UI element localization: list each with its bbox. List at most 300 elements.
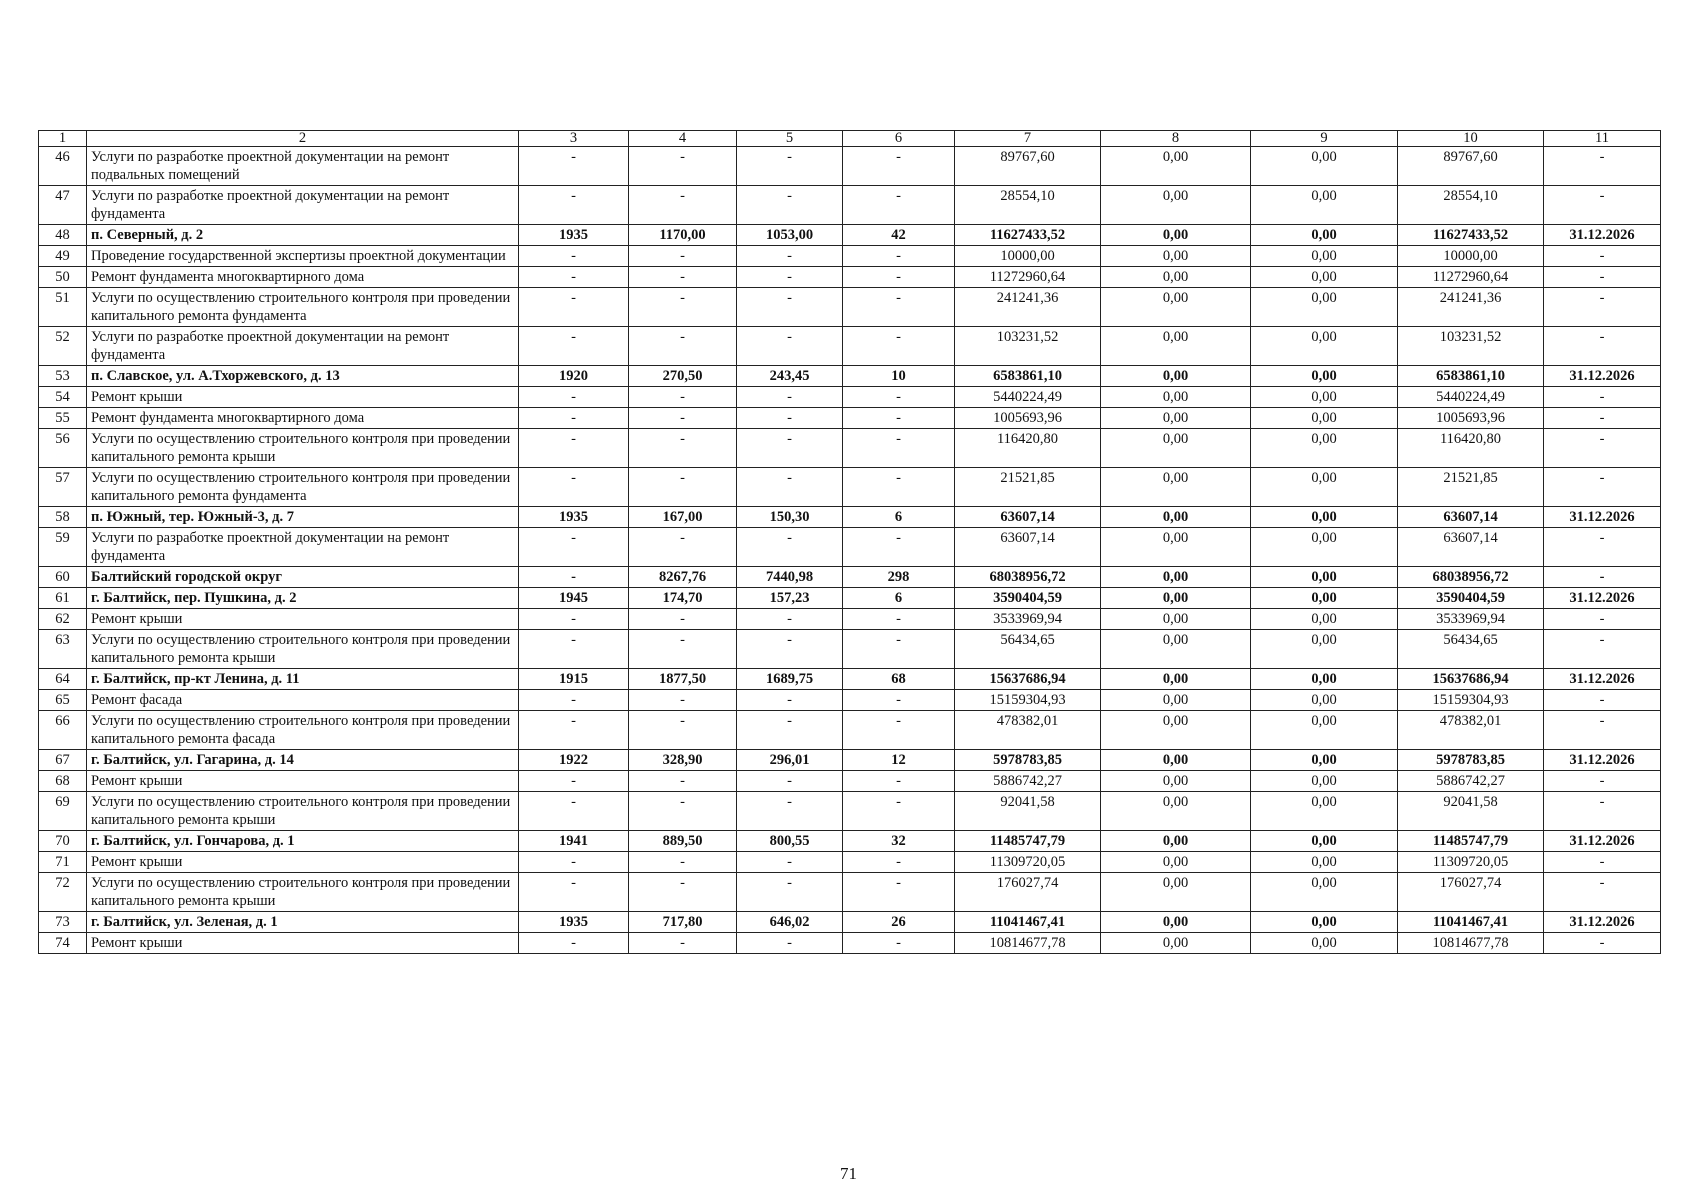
row-number: 60: [39, 567, 87, 588]
cell-c10: 11272960,64: [1398, 267, 1544, 288]
cell-c4: -: [629, 933, 737, 954]
row-number: 48: [39, 225, 87, 246]
cell-c5: -: [737, 711, 843, 750]
cell-c5: -: [737, 528, 843, 567]
cell-c4: 1877,50: [629, 669, 737, 690]
cell-c6: -: [843, 528, 955, 567]
table-row: [39, 288, 1661, 327]
cell-c5: -: [737, 246, 843, 267]
row-number: 72: [39, 873, 87, 912]
cell-c6: -: [843, 690, 955, 711]
cell-c8: 0,00: [1101, 912, 1251, 933]
cell-c4: -: [629, 771, 737, 792]
cell-c10: 21521,85: [1398, 468, 1544, 507]
cell-c8: 0,00: [1101, 507, 1251, 528]
cell-c4: -: [629, 468, 737, 507]
cell-c9: 0,00: [1251, 327, 1398, 366]
cell-c10: 5440224,49: [1398, 387, 1544, 408]
cell-c6: -: [843, 852, 955, 873]
table-row-object: [39, 567, 1661, 588]
cell-c9: 0,00: [1251, 429, 1398, 468]
cell-c11: 31.12.2026: [1544, 366, 1661, 387]
row-name: Услуги по разработке проектной документации на ремонт фундамента: [87, 186, 519, 225]
table-row-object: [39, 588, 1661, 609]
row-name: Услуги по разработке проектной документации на ремонт фундамента: [87, 528, 519, 567]
row-name: Ремонт фасада: [87, 690, 519, 711]
cell-c11: 31.12.2026: [1544, 507, 1661, 528]
row-number: 56: [39, 429, 87, 468]
cell-c8: 0,00: [1101, 933, 1251, 954]
cell-c4: -: [629, 711, 737, 750]
cell-c8: 0,00: [1101, 852, 1251, 873]
cell-c11: -: [1544, 387, 1661, 408]
row-number: 55: [39, 408, 87, 429]
cell-c3: -: [519, 429, 629, 468]
table-row: [39, 771, 1661, 792]
table-row: [39, 246, 1661, 267]
cell-c11: -: [1544, 186, 1661, 225]
cell-c5: -: [737, 933, 843, 954]
cell-c5: 150,30: [737, 507, 843, 528]
cell-c8: 0,00: [1101, 246, 1251, 267]
cell-c7: 15159304,93: [955, 690, 1101, 711]
cell-c7: 21521,85: [955, 468, 1101, 507]
cell-c11: -: [1544, 147, 1661, 186]
cell-c5: 800,55: [737, 831, 843, 852]
cell-c10: 176027,74: [1398, 873, 1544, 912]
cell-c10: 11627433,52: [1398, 225, 1544, 246]
cell-c6: -: [843, 246, 955, 267]
cell-c8: 0,00: [1101, 408, 1251, 429]
cell-c10: 5978783,85: [1398, 750, 1544, 771]
cell-c7: 5886742,27: [955, 771, 1101, 792]
cell-c3: -: [519, 630, 629, 669]
cell-c9: 0,00: [1251, 792, 1398, 831]
cell-c3: -: [519, 792, 629, 831]
row-number: 58: [39, 507, 87, 528]
cell-c11: -: [1544, 288, 1661, 327]
cell-c11: -: [1544, 468, 1661, 507]
row-name: Услуги по осуществлению строительного контроля при проведении капитального ремонта фундамента: [87, 468, 519, 507]
cell-c8: 0,00: [1101, 429, 1251, 468]
cell-c10: 92041,58: [1398, 792, 1544, 831]
cell-c11: -: [1544, 711, 1661, 750]
row-number: 47: [39, 186, 87, 225]
cell-c4: 1170,00: [629, 225, 737, 246]
table-row: [39, 609, 1661, 630]
row-number: 74: [39, 933, 87, 954]
cell-c9: 0,00: [1251, 246, 1398, 267]
cell-c10: 103231,52: [1398, 327, 1544, 366]
cell-c5: -: [737, 267, 843, 288]
cell-c10: 11309720,05: [1398, 852, 1544, 873]
cell-c5: 7440,98: [737, 567, 843, 588]
cell-c9: 0,00: [1251, 771, 1398, 792]
row-name: Услуги по разработке проектной документации на ремонт фундамента: [87, 327, 519, 366]
cell-c9: 0,00: [1251, 690, 1398, 711]
cell-c3: 1915: [519, 669, 629, 690]
cell-c6: -: [843, 933, 955, 954]
cell-c7: 3590404,59: [955, 588, 1101, 609]
cell-c10: 28554,10: [1398, 186, 1544, 225]
cell-c8: 0,00: [1101, 225, 1251, 246]
header-row: [39, 131, 1661, 147]
cell-c8: 0,00: [1101, 669, 1251, 690]
cell-c5: 296,01: [737, 750, 843, 771]
cell-c8: 0,00: [1101, 186, 1251, 225]
cell-c6: -: [843, 792, 955, 831]
cell-c7: 89767,60: [955, 147, 1101, 186]
cell-c4: -: [629, 288, 737, 327]
cell-c5: -: [737, 630, 843, 669]
cell-c6: -: [843, 468, 955, 507]
table-row: [39, 147, 1661, 186]
row-number: 63: [39, 630, 87, 669]
row-number: 67: [39, 750, 87, 771]
cell-c3: -: [519, 690, 629, 711]
cell-c5: -: [737, 873, 843, 912]
cell-c7: 6583861,10: [955, 366, 1101, 387]
row-name: Ремонт фундамента многоквартирного дома: [87, 267, 519, 288]
cell-c5: -: [737, 186, 843, 225]
cell-c4: 167,00: [629, 507, 737, 528]
cell-c6: -: [843, 387, 955, 408]
cell-c4: 717,80: [629, 912, 737, 933]
cell-c8: 0,00: [1101, 567, 1251, 588]
cell-c7: 11627433,52: [955, 225, 1101, 246]
table-row: [39, 711, 1661, 750]
table-row: [39, 933, 1661, 954]
cell-c11: 31.12.2026: [1544, 588, 1661, 609]
cell-c9: 0,00: [1251, 468, 1398, 507]
cell-c10: 56434,65: [1398, 630, 1544, 669]
cell-c11: -: [1544, 609, 1661, 630]
cell-c11: 31.12.2026: [1544, 669, 1661, 690]
cell-c7: 56434,65: [955, 630, 1101, 669]
cell-c10: 10814677,78: [1398, 933, 1544, 954]
cell-c11: -: [1544, 246, 1661, 267]
header-cell: 3: [519, 131, 629, 147]
cell-c6: -: [843, 771, 955, 792]
cell-c10: 116420,80: [1398, 429, 1544, 468]
cell-c9: 0,00: [1251, 609, 1398, 630]
cell-c4: 328,90: [629, 750, 737, 771]
row-number: 64: [39, 669, 87, 690]
cell-c5: -: [737, 429, 843, 468]
row-name: Услуги по осуществлению строительного контроля при проведении капитального ремонта фасада: [87, 711, 519, 750]
cell-c4: -: [629, 630, 737, 669]
row-number: 46: [39, 147, 87, 186]
table-row-object: [39, 750, 1661, 771]
cell-c7: 92041,58: [955, 792, 1101, 831]
cell-c11: -: [1544, 267, 1661, 288]
row-number: 54: [39, 387, 87, 408]
cell-c5: -: [737, 288, 843, 327]
cell-c11: 31.12.2026: [1544, 750, 1661, 771]
cell-c9: 0,00: [1251, 630, 1398, 669]
cell-c9: 0,00: [1251, 711, 1398, 750]
cell-c11: -: [1544, 933, 1661, 954]
cell-c8: 0,00: [1101, 387, 1251, 408]
cell-c9: 0,00: [1251, 267, 1398, 288]
row-number: 68: [39, 771, 87, 792]
row-name: Ремонт крыши: [87, 771, 519, 792]
row-number: 62: [39, 609, 87, 630]
table-row-object: [39, 669, 1661, 690]
cell-c6: 298: [843, 567, 955, 588]
table-row: [39, 186, 1661, 225]
cell-c9: 0,00: [1251, 873, 1398, 912]
cell-c9: 0,00: [1251, 912, 1398, 933]
cell-c3: -: [519, 147, 629, 186]
cell-c4: 174,70: [629, 588, 737, 609]
cell-c5: -: [737, 792, 843, 831]
cell-c10: 3590404,59: [1398, 588, 1544, 609]
capital-repair-table: [38, 130, 1661, 954]
cell-c3: -: [519, 327, 629, 366]
cell-c4: -: [629, 792, 737, 831]
table-row: [39, 873, 1661, 912]
cell-c11: -: [1544, 852, 1661, 873]
cell-c10: 63607,14: [1398, 528, 1544, 567]
cell-c11: -: [1544, 771, 1661, 792]
cell-c7: 11041467,41: [955, 912, 1101, 933]
cell-c3: -: [519, 468, 629, 507]
cell-c6: -: [843, 186, 955, 225]
cell-c9: 0,00: [1251, 831, 1398, 852]
cell-c3: -: [519, 408, 629, 429]
cell-c11: -: [1544, 873, 1661, 912]
cell-c11: 31.12.2026: [1544, 831, 1661, 852]
table-row: [39, 792, 1661, 831]
cell-c5: -: [737, 327, 843, 366]
cell-c10: 15159304,93: [1398, 690, 1544, 711]
cell-c10: 11041467,41: [1398, 912, 1544, 933]
row-name: Ремонт крыши: [87, 387, 519, 408]
row-name: Ремонт крыши: [87, 933, 519, 954]
cell-c5: -: [737, 147, 843, 186]
table-row: [39, 852, 1661, 873]
table-row: [39, 327, 1661, 366]
cell-c7: 63607,14: [955, 528, 1101, 567]
cell-c3: 1922: [519, 750, 629, 771]
table-row: [39, 387, 1661, 408]
row-name: г. Балтийск, пер. Пушкина, д. 2: [87, 588, 519, 609]
header-cell: 1: [39, 131, 87, 147]
cell-c4: -: [629, 408, 737, 429]
cell-c7: 1005693,96: [955, 408, 1101, 429]
cell-c4: 8267,76: [629, 567, 737, 588]
row-name: Услуги по осуществлению строительного контроля при проведении капитального ремонта фундамента: [87, 288, 519, 327]
table-row: [39, 267, 1661, 288]
cell-c3: -: [519, 186, 629, 225]
cell-c4: -: [629, 852, 737, 873]
cell-c4: -: [629, 387, 737, 408]
cell-c3: -: [519, 771, 629, 792]
cell-c4: -: [629, 429, 737, 468]
cell-c9: 0,00: [1251, 507, 1398, 528]
cell-c5: 157,23: [737, 588, 843, 609]
row-number: 49: [39, 246, 87, 267]
cell-c10: 6583861,10: [1398, 366, 1544, 387]
cell-c10: 89767,60: [1398, 147, 1544, 186]
cell-c5: -: [737, 852, 843, 873]
cell-c8: 0,00: [1101, 792, 1251, 831]
row-number: 66: [39, 711, 87, 750]
table-row-object: [39, 225, 1661, 246]
cell-c4: -: [629, 147, 737, 186]
row-number: 51: [39, 288, 87, 327]
cell-c3: -: [519, 873, 629, 912]
cell-c8: 0,00: [1101, 630, 1251, 669]
row-name: г. Балтийск, ул. Гагарина, д. 14: [87, 750, 519, 771]
cell-c4: -: [629, 528, 737, 567]
cell-c3: -: [519, 267, 629, 288]
cell-c7: 28554,10: [955, 186, 1101, 225]
cell-c6: -: [843, 408, 955, 429]
cell-c7: 10000,00: [955, 246, 1101, 267]
cell-c5: -: [737, 690, 843, 711]
cell-c8: 0,00: [1101, 267, 1251, 288]
row-name: Проведение государственной экспертизы проектной документации: [87, 246, 519, 267]
cell-c11: -: [1544, 792, 1661, 831]
cell-c7: 103231,52: [955, 327, 1101, 366]
cell-c11: -: [1544, 630, 1661, 669]
cell-c9: 0,00: [1251, 186, 1398, 225]
table-row: [39, 630, 1661, 669]
cell-c8: 0,00: [1101, 366, 1251, 387]
cell-c8: 0,00: [1101, 468, 1251, 507]
cell-c6: 32: [843, 831, 955, 852]
cell-c3: -: [519, 609, 629, 630]
header-cell: 8: [1101, 131, 1251, 147]
cell-c3: 1935: [519, 507, 629, 528]
row-name: п. Славское, ул. А.Тхоржевского, д. 13: [87, 366, 519, 387]
row-name: г. Балтийск, ул. Гончарова, д. 1: [87, 831, 519, 852]
cell-c7: 3533969,94: [955, 609, 1101, 630]
cell-c4: -: [629, 246, 737, 267]
cell-c3: -: [519, 852, 629, 873]
cell-c7: 116420,80: [955, 429, 1101, 468]
cell-c8: 0,00: [1101, 750, 1251, 771]
cell-c11: -: [1544, 567, 1661, 588]
cell-c5: -: [737, 609, 843, 630]
cell-c4: -: [629, 186, 737, 225]
cell-c5: -: [737, 468, 843, 507]
cell-c9: 0,00: [1251, 147, 1398, 186]
table-row: [39, 690, 1661, 711]
row-name: п. Северный, д. 2: [87, 225, 519, 246]
cell-c5: 243,45: [737, 366, 843, 387]
cell-c3: 1920: [519, 366, 629, 387]
cell-c11: -: [1544, 528, 1661, 567]
row-name: Ремонт крыши: [87, 852, 519, 873]
cell-c11: -: [1544, 327, 1661, 366]
row-name: г. Балтийск, ул. Зеленая, д. 1: [87, 912, 519, 933]
header-cell: 4: [629, 131, 737, 147]
cell-c9: 0,00: [1251, 528, 1398, 567]
cell-c9: 0,00: [1251, 567, 1398, 588]
row-name: г. Балтийск, пр-кт Ленина, д. 11: [87, 669, 519, 690]
cell-c5: -: [737, 771, 843, 792]
cell-c6: -: [843, 630, 955, 669]
cell-c7: 11309720,05: [955, 852, 1101, 873]
cell-c10: 11485747,79: [1398, 831, 1544, 852]
row-number: 53: [39, 366, 87, 387]
cell-c10: 10000,00: [1398, 246, 1544, 267]
cell-c10: 5886742,27: [1398, 771, 1544, 792]
cell-c9: 0,00: [1251, 288, 1398, 327]
cell-c4: -: [629, 327, 737, 366]
row-name: Услуги по осуществлению строительного контроля при проведении капитального ремонта крыши: [87, 873, 519, 912]
cell-c9: 0,00: [1251, 366, 1398, 387]
cell-c10: 3533969,94: [1398, 609, 1544, 630]
header-cell: 7: [955, 131, 1101, 147]
cell-c7: 176027,74: [955, 873, 1101, 912]
cell-c11: -: [1544, 690, 1661, 711]
cell-c3: -: [519, 528, 629, 567]
cell-c6: 26: [843, 912, 955, 933]
cell-c5: 1689,75: [737, 669, 843, 690]
row-number: 71: [39, 852, 87, 873]
cell-c8: 0,00: [1101, 831, 1251, 852]
cell-c11: -: [1544, 408, 1661, 429]
cell-c7: 241241,36: [955, 288, 1101, 327]
row-number: 70: [39, 831, 87, 852]
table-row-object: [39, 831, 1661, 852]
cell-c10: 1005693,96: [1398, 408, 1544, 429]
cell-c9: 0,00: [1251, 225, 1398, 246]
header-cell: 6: [843, 131, 955, 147]
cell-c9: 0,00: [1251, 933, 1398, 954]
cell-c3: -: [519, 711, 629, 750]
cell-c8: 0,00: [1101, 873, 1251, 912]
cell-c6: 6: [843, 588, 955, 609]
cell-c5: 1053,00: [737, 225, 843, 246]
cell-c5: -: [737, 387, 843, 408]
cell-c6: 12: [843, 750, 955, 771]
cell-c9: 0,00: [1251, 387, 1398, 408]
header-cell: 2: [87, 131, 519, 147]
cell-c8: 0,00: [1101, 288, 1251, 327]
cell-c7: 63607,14: [955, 507, 1101, 528]
header-cell: 5: [737, 131, 843, 147]
row-number: 73: [39, 912, 87, 933]
cell-c6: 42: [843, 225, 955, 246]
cell-c3: 1935: [519, 912, 629, 933]
cell-c3: -: [519, 933, 629, 954]
cell-c10: 478382,01: [1398, 711, 1544, 750]
cell-c8: 0,00: [1101, 588, 1251, 609]
cell-c7: 5978783,85: [955, 750, 1101, 771]
page-number: 71: [840, 1164, 857, 1183]
cell-c6: -: [843, 288, 955, 327]
row-name: Услуги по осуществлению строительного контроля при проведении капитального ремонта крыши: [87, 630, 519, 669]
cell-c3: -: [519, 288, 629, 327]
cell-c8: 0,00: [1101, 147, 1251, 186]
cell-c11: 31.12.2026: [1544, 225, 1661, 246]
cell-c3: -: [519, 567, 629, 588]
cell-c4: 270,50: [629, 366, 737, 387]
cell-c8: 0,00: [1101, 528, 1251, 567]
cell-c7: 5440224,49: [955, 387, 1101, 408]
row-number: 50: [39, 267, 87, 288]
cell-c6: -: [843, 609, 955, 630]
row-number: 65: [39, 690, 87, 711]
cell-c4: -: [629, 609, 737, 630]
cell-c7: 15637686,94: [955, 669, 1101, 690]
cell-c9: 0,00: [1251, 669, 1398, 690]
